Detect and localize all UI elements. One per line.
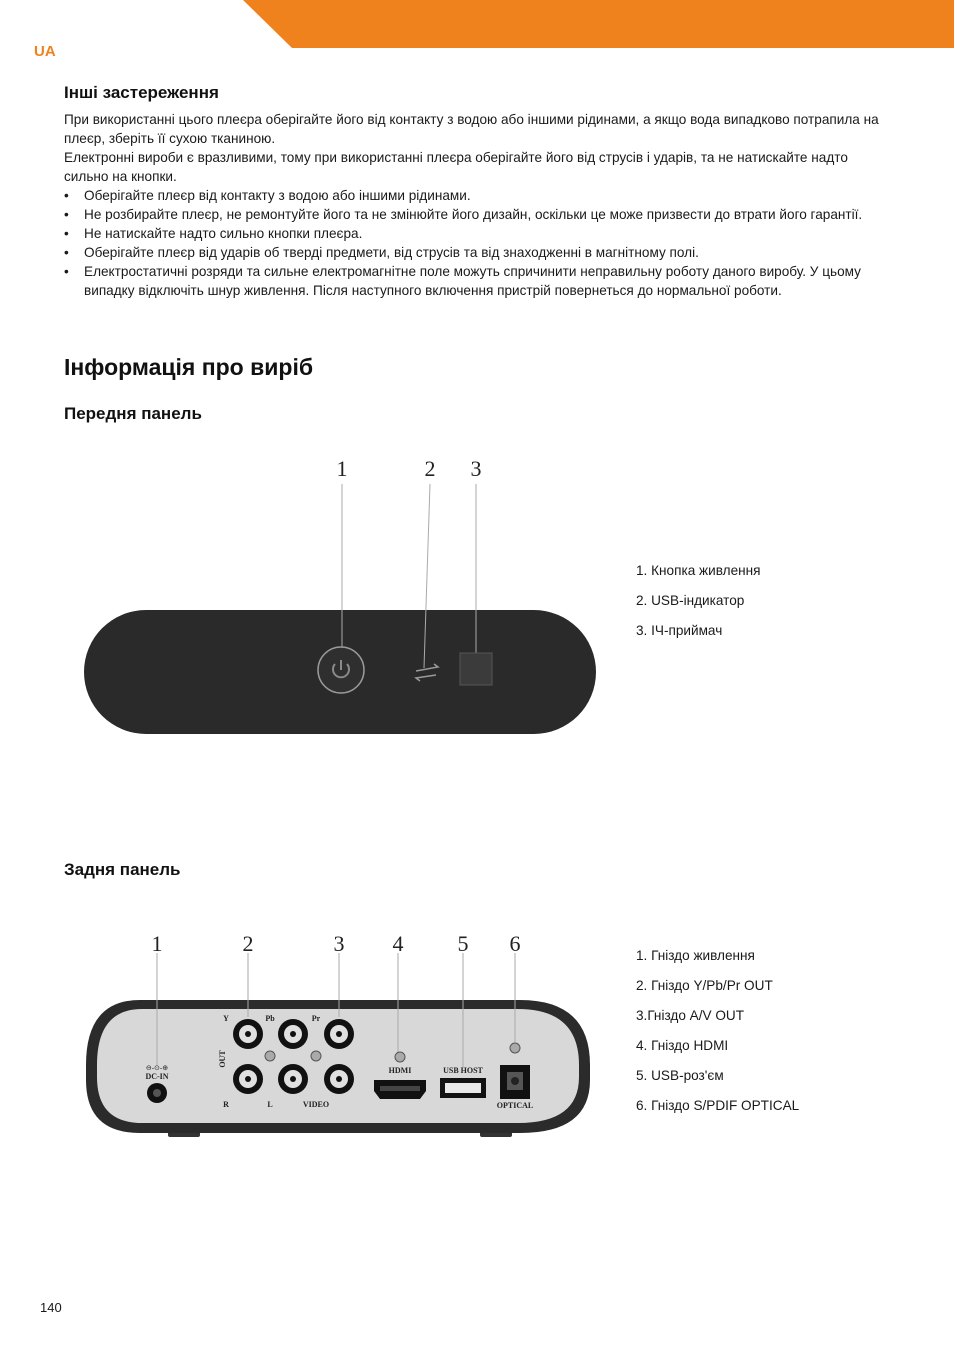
rca-jack <box>233 1064 263 1094</box>
front-panel-diagram <box>80 450 605 745</box>
rear-panel-diagram <box>80 925 605 1145</box>
list-item: • Не розбирайте плеєр, не ремонтуйте його та не змінюйте його дизайн, оскільки це може призвести до втрати його гарантії. <box>64 205 904 224</box>
callout-label: 3 <box>333 931 345 956</box>
rca-jack <box>233 1019 263 1049</box>
hdmi-label: HDMI <box>388 1066 412 1075</box>
list-item: • Оберігайте плеєр від ударів об тверді предмети, від струсів та від знаходженні в магнітному полі. <box>64 243 904 262</box>
list-item: • Оберігайте плеєр від контакту з водою або іншими рідинами. <box>64 186 904 205</box>
callout-label: 1 <box>336 456 348 481</box>
rear-panel-legend <box>636 941 799 1121</box>
callout-label: 2 <box>424 456 436 481</box>
rca-jack <box>324 1064 354 1094</box>
callout-label: 6 <box>509 931 521 956</box>
rca-jack <box>278 1019 308 1049</box>
page-number: 140 <box>40 1300 62 1315</box>
y-label: Y <box>223 1014 229 1023</box>
rca-jack <box>324 1019 354 1049</box>
usb-port <box>440 1066 486 1098</box>
optical-label: OPTICAL <box>496 1101 534 1110</box>
rear-panel-title: Задня панель <box>64 860 181 879</box>
ir-receiver <box>460 653 492 685</box>
usb-host-label: USB HOST <box>443 1066 483 1075</box>
legend-item: 6. Гніздо S/PDIF OPTICAL <box>636 1098 800 1113</box>
front-panel-legend <box>636 556 761 646</box>
warnings-paragraph-2: Електронні вироби є вразливими, тому при використанні плеєра оберігайте його від струсів і ударів, та не натискайте надто сильно на кнопки. <box>64 150 848 184</box>
r-label: R <box>223 1100 229 1109</box>
callout-label: 5 <box>457 931 469 956</box>
legend-item: 3.Гніздо A/V OUT <box>636 1008 745 1023</box>
rca-jack <box>278 1064 308 1094</box>
legend-item: 2. Гніздо Y/Pb/Pr OUT <box>636 978 773 993</box>
warnings-title: Інші застереження <box>64 83 219 102</box>
legend-item: 3. ІЧ-приймач <box>636 623 723 638</box>
legend-item: 1. Кнопка живлення <box>636 563 761 578</box>
power-button <box>318 647 364 693</box>
warnings-list <box>64 186 904 300</box>
callout-label: 1 <box>151 931 163 956</box>
pb-label: Pb <box>265 1014 275 1023</box>
l-label: L <box>267 1100 273 1109</box>
callout-label: 3 <box>470 456 482 481</box>
pr-label: Pr <box>311 1014 321 1023</box>
out-label: OUT <box>218 1050 227 1068</box>
legend-item: 4. Гніздо HDMI <box>636 1038 729 1053</box>
warnings-paragraph-1: При використанні цього плеєра оберігайте його від контакту з водою або іншими рідинами, а якщо вода випадково потрапила на плеєр, зберіть її сухою тканиною. <box>64 112 879 146</box>
product-info-title: Інформація про виріб <box>64 354 314 380</box>
legend-item: 5. USB-роз'єм <box>636 1068 724 1083</box>
language-tag: UA <box>34 43 56 60</box>
header-banner <box>0 0 954 50</box>
video-label: VIDEO <box>302 1100 330 1109</box>
legend-item: 2. USB-індикатор <box>636 593 745 608</box>
callout-label: 4 <box>392 931 404 956</box>
list-item: • Електростатичні розряди та сильне електромагнітне поле можуть спричинити неправильну роботу даного виробу. У цьому випадку відключіть шнур живлення. Після наступного включення пристрій повернеться до нормальної роботи. <box>64 262 904 300</box>
svg-text:⊖-⊙-⊕: ⊖-⊙-⊕ <box>145 1064 169 1072</box>
legend-item: 1. Гніздо живлення <box>636 948 755 963</box>
front-panel-title: Передня панель <box>64 404 202 423</box>
list-item: • Не натискайте надто сильно кнопки плеєра. <box>64 224 904 243</box>
callout-label: 2 <box>242 931 254 956</box>
dc-in-label: DC-IN <box>145 1072 169 1081</box>
